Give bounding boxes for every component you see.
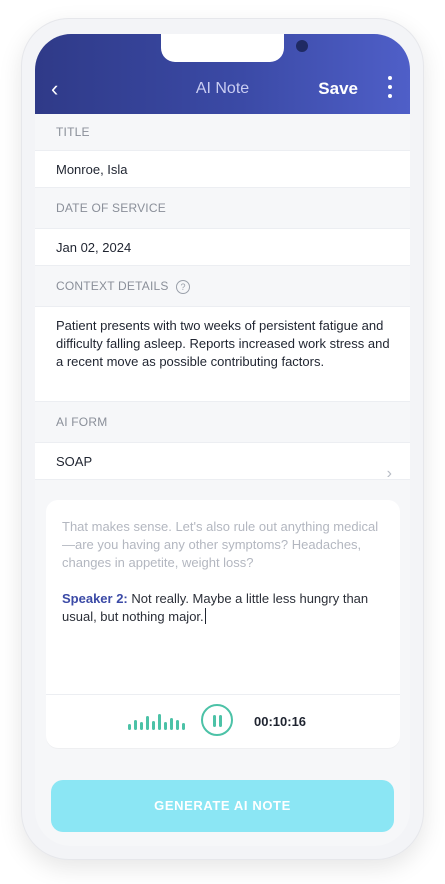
- recording-timer: 00:10:16: [254, 714, 307, 729]
- context-label: [35, 266, 410, 306]
- ai-form-select[interactable]: [35, 442, 410, 480]
- transcript-gap: [62, 572, 382, 590]
- title-label: TITLE: [35, 114, 410, 150]
- context-value: Patient presents with two weeks of persistent fatigue and difficulty falling asleep. Reports increased work stress and a recent move as possible contributing factors.: [56, 318, 390, 369]
- app-screen: [35, 34, 410, 846]
- generate-ai-note-button[interactable]: GENERATE AI NOTE: [51, 780, 394, 832]
- title-field[interactable]: [35, 150, 410, 188]
- recording-divider: [46, 694, 400, 695]
- context-field[interactable]: [35, 306, 410, 402]
- chevron-right-icon: ›: [386, 465, 392, 482]
- transcript-faded-text: That makes sense. Let's also rule out anything medical—are you having any other symptoms? Headaches, changes in appetite, weight loss?: [62, 519, 379, 570]
- title-value: Monroe, Isla: [56, 162, 128, 177]
- transcript-current-line: [62, 590, 382, 626]
- ai-form-value: SOAP: [56, 454, 93, 469]
- transcript-previous-line: [62, 518, 382, 572]
- save-button[interactable]: Save: [318, 79, 358, 98]
- transcript-text[interactable]: [62, 518, 382, 626]
- date-value: Jan 02, 2024: [56, 240, 132, 255]
- date-label: DATE OF SERVICE: [35, 188, 410, 228]
- page-title: AI Note: [195, 80, 250, 97]
- notch: [161, 34, 284, 62]
- top-app-bar: [35, 34, 410, 114]
- more-options-button[interactable]: [388, 76, 392, 100]
- speaker-text: Not really. Maybe a little less hungry than usual, but nothing major.: [62, 591, 369, 624]
- more-vertical-icon: [388, 85, 392, 89]
- help-circle-icon[interactable]: ?: [176, 280, 190, 294]
- more-vertical-icon: [388, 94, 392, 98]
- speaker-label: Speaker 2:: [62, 591, 128, 606]
- text-cursor: [205, 608, 206, 624]
- transcript-card[interactable]: [46, 500, 400, 748]
- chevron-left-icon: ‹: [51, 76, 59, 101]
- ai-form-label: AI FORM: [35, 402, 410, 442]
- date-field[interactable]: [35, 228, 410, 266]
- audio-wave-icon: [128, 712, 188, 730]
- more-vertical-icon: [388, 76, 392, 80]
- pause-button[interactable]: [201, 704, 233, 736]
- context-label-text: CONTEXT DETAILS: [56, 279, 169, 293]
- camera-icon: [296, 40, 308, 52]
